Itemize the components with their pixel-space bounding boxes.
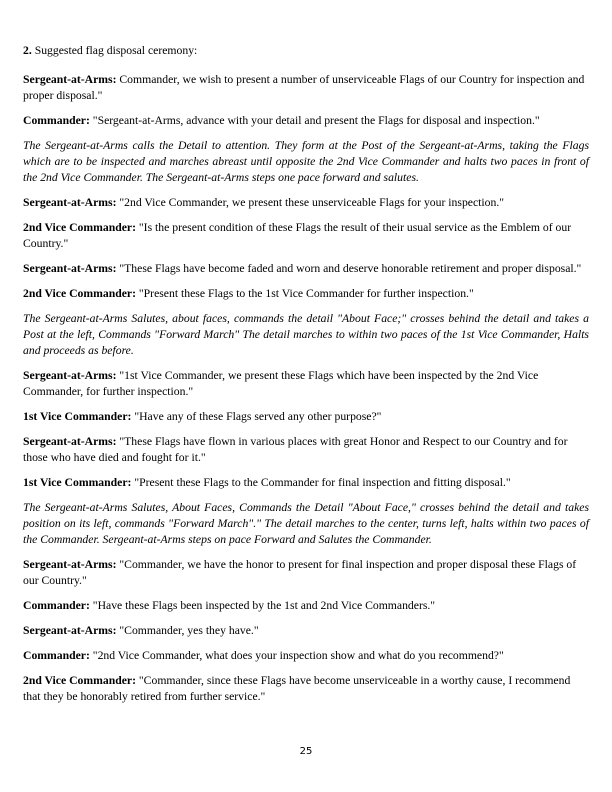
direction-text: The Sergeant-at-Arms calls the Detail to attention. They form at the Post of the Sergeant-at-Arms, taking the Flags which are to be inspected and marches abreast until opposite the 2nd Vice Commander and halts two paces in front of the 2nd Vice Commander. The Sergeant-at-Arms steps one pace forward and salutes. — [23, 139, 589, 184]
line-text: "Have these Flags been inspected by the 1st and 2nd Vice Commanders." — [89, 599, 436, 612]
dialogue-line — [23, 434, 589, 466]
dialogue-line — [23, 673, 589, 705]
line-text: "1st Vice Commander, we present these Flags which have been inspected by the 2nd Vice Commander, for further inspection." — [23, 369, 539, 398]
line-text: "Present these Flags to the Commander for final inspection and fitting disposal." — [131, 476, 511, 489]
dialogue-line — [23, 195, 589, 211]
dialogue-line — [23, 598, 589, 614]
line-text: "Commander, since these Flags have become unserviceable in a worthy cause, I recommend that they be honorably retired from further service." — [23, 674, 571, 703]
speaker-label: Commander: — [23, 649, 90, 662]
speaker-label: Sergeant-at-Arms: — [23, 369, 117, 382]
speaker-label: 1st Vice Commander: — [23, 476, 132, 489]
speaker-label: Commander: — [23, 114, 90, 127]
line-text: "These Flags have flown in various places with great Honor and Respect to our Country and for those who have died and fought for it." — [23, 435, 568, 464]
stage-direction — [23, 138, 589, 186]
speaker-label: Sergeant-at-Arms: — [23, 73, 117, 86]
section-number: 2. — [23, 44, 32, 57]
line-text: "2nd Vice Commander, what does your inspection show and what do you recommend?" — [89, 649, 504, 662]
line-text: "Commander, we have the honor to present for final inspection and proper disposal these Flags of our Country." — [23, 558, 577, 587]
section-title: Suggested flag disposal ceremony: — [31, 44, 198, 57]
line-text: "These Flags have become faded and worn and deserve honorable retirement and proper disposal." — [116, 262, 582, 275]
speaker-label: 1st Vice Commander: — [23, 410, 132, 423]
speaker-label: Sergeant-at-Arms: — [23, 558, 117, 571]
direction-text: The Sergeant-at-Arms Salutes, about faces, commands the detail "About Face;" crosses behind the detail and takes a Post at the left, Commands "Forward March" The detail marches to within two paces of the 1st Vice Commander, Halts and proceeds as before. — [23, 312, 589, 357]
speaker-label: 2nd Vice Commander: — [23, 287, 136, 300]
dialogue-line — [23, 286, 589, 302]
dialogue-line — [23, 623, 589, 639]
line-text: "Sergeant-at-Arms, advance with your detail and present the Flags for disposal and inspection." — [89, 114, 540, 127]
line-text: "Present these Flags to the 1st Vice Commander for further inspection." — [135, 287, 474, 300]
ceremony-script — [23, 72, 589, 714]
page-number: 25 — [299, 746, 313, 757]
section-heading — [23, 43, 197, 59]
speaker-label: Sergeant-at-Arms: — [23, 196, 117, 209]
dialogue-line — [23, 261, 589, 277]
direction-text: The Sergeant-at-Arms Salutes, About Faces, Commands the Detail "About Face," crosses behind the detail and takes position on its left, commands "Forward March"." The detail marches to the center, turns left, halts within two paces of the Commander. Sergeant-at-Arms steps on pace Forward and Salutes the Commander. — [23, 501, 589, 546]
speaker-label: Commander: — [23, 599, 90, 612]
speaker-label: 2nd Vice Commander: — [23, 674, 136, 687]
line-text: Commander, we wish to present a number of unserviceable Flags of our Country for inspection and proper disposal." — [23, 73, 585, 102]
stage-direction — [23, 500, 589, 548]
speaker-label: Sergeant-at-Arms: — [23, 262, 117, 275]
dialogue-line — [23, 475, 589, 491]
line-text: "Commander, yes they have." — [116, 624, 259, 637]
line-text: "Is the present condition of these Flags the result of their usual service as the Emblem of our Country." — [23, 221, 572, 250]
dialogue-line — [23, 557, 589, 589]
dialogue-line — [23, 409, 589, 425]
line-text: "2nd Vice Commander, we present these unserviceable Flags for your inspection." — [116, 196, 505, 209]
speaker-label: 2nd Vice Commander: — [23, 221, 136, 234]
dialogue-line — [23, 648, 589, 664]
dialogue-line — [23, 220, 589, 252]
dialogue-line — [23, 72, 589, 104]
speaker-label: Sergeant-at-Arms: — [23, 435, 117, 448]
line-text: "Have any of these Flags served any other purpose?" — [131, 410, 382, 423]
speaker-label: Sergeant-at-Arms: — [23, 624, 117, 637]
stage-direction — [23, 311, 589, 359]
dialogue-line — [23, 113, 589, 129]
dialogue-line — [23, 368, 589, 400]
